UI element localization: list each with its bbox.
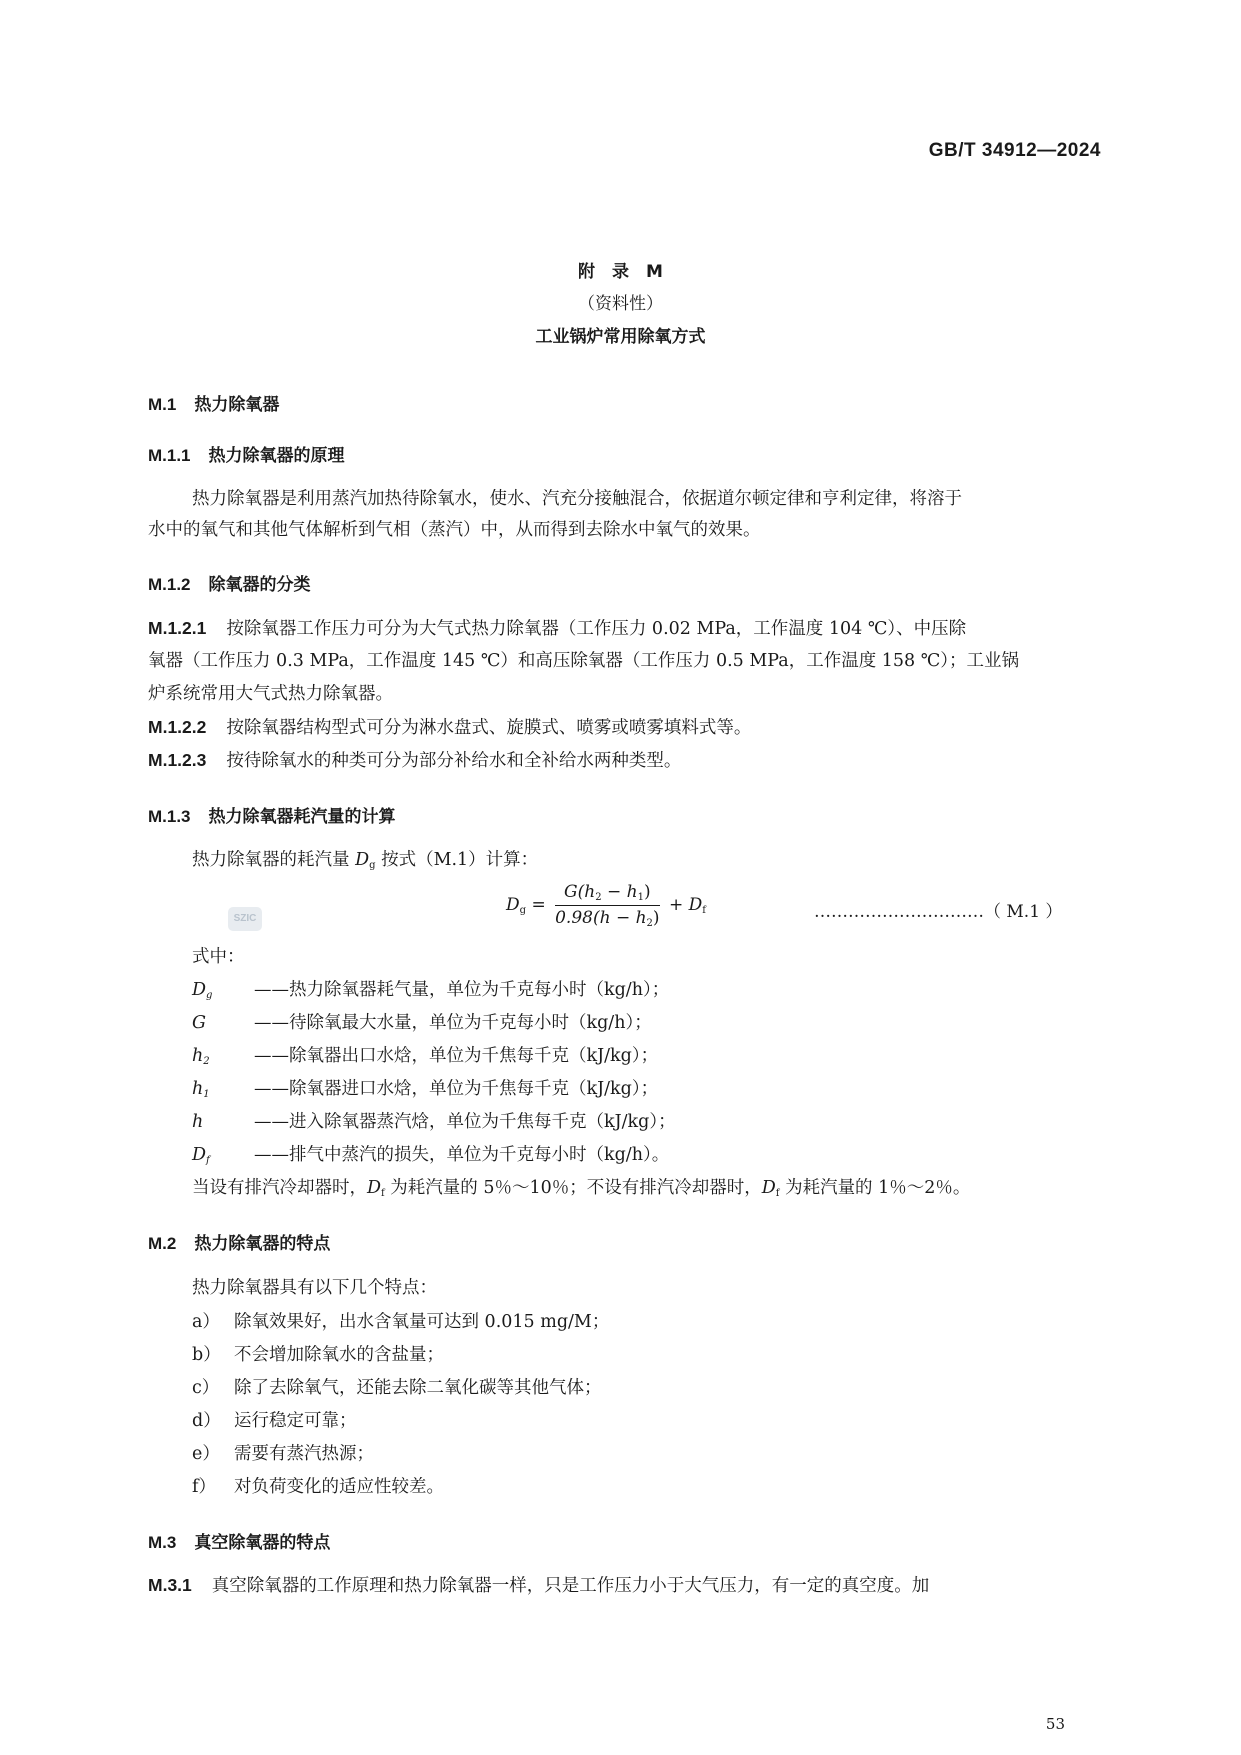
section-number: M.2 (148, 1234, 177, 1253)
paragraph-line: 水中的氧气和其他气体解析到气相（蒸汽）中，从而得到去除水中氧气的效果。 (148, 520, 761, 540)
formula-leader (814, 897, 1062, 922)
clause-number: M.1.2.1 (148, 618, 207, 638)
section-heading-m3 (148, 1528, 330, 1553)
formula-fraction (555, 882, 659, 929)
formula-note: 当设有排汽冷却器时，$D_f$ 为耗汽量的 5％～10％；不设有排汽冷却器时，$D_f$ 为耗汽量的 1％～2％。 (192, 1178, 971, 1199)
clause-text: 按除氧器结构型式可分为淋水盘式、旋膜式、喷雾或喷雾填料式等。 (226, 718, 752, 738)
list-intro: 热力除氧器具有以下几个特点： (192, 1278, 437, 1298)
paragraph-line: 炉系统常用大气式热力除氧器。 (148, 684, 393, 704)
section-heading-m1-1 (148, 441, 345, 466)
clause-m3-1 (148, 1569, 929, 1603)
variable-def: $h_2$ ——除氧器出口水焓，单位为千焦每千克（kJ/kg）； (192, 1046, 659, 1067)
list-item: a） 除氧效果好，出水含氧量可达到 0.015 mg/M； (192, 1312, 610, 1332)
standard-number: GB/T 34912—2024 (928, 140, 1101, 161)
clause-text: 按待除氧水的种类可分为部分补给水和全补给水两种类型。 (226, 751, 682, 771)
section-title: 除氧器的分类 (208, 575, 311, 595)
list-item: e） 需要有蒸汽热源； (192, 1444, 374, 1464)
formula-m1: $D_g$ = $\frac{G(h_2 - h_1)}{0.98(h - h_2)}$ + $D_f$ (506, 882, 706, 929)
section-title: 热力除氧器的特点 (194, 1234, 331, 1254)
formula-numerator: $G(h_2 - h_1)$ (555, 882, 659, 906)
page-number: 53 (1045, 1715, 1065, 1733)
section-heading-m1-2 (148, 570, 311, 595)
appendix-nature: （资料性） (578, 294, 663, 314)
section-number: M.3 (148, 1533, 177, 1552)
variable-def: $D_f$ ——排气中蒸汽的损失，单位为千克每小时（kg/h）。 (192, 1145, 670, 1166)
variable-def: G ——待除氧最大水量，单位为千克每小时（kg/h）； (192, 1013, 652, 1033)
section-number: M.1.2 (148, 575, 191, 594)
appendix-title: 工业锅炉常用除氧方式 (535, 327, 706, 347)
variable-def: $h_1$ ——除氧器进口水焓，单位为千焦每千克（kJ/kg）； (192, 1079, 659, 1100)
clause-number: M.3.1 (148, 1575, 192, 1595)
watermark-logo: SZIC (228, 907, 262, 931)
formula-tag: （ M.1 ） (984, 902, 1063, 922)
clause-text: 真空除氧器的工作原理和热力除氧器一样，只是工作压力小于大气压力，有一定的真空度。加 (211, 1576, 930, 1596)
clause-m1-2-3 (148, 744, 681, 778)
formula-intro: 热力除氧器的耗汽量 $D_g$ 按式（M.1）计算： (192, 850, 539, 871)
clause-number: M.1.2.3 (148, 750, 207, 770)
section-number: M.1.1 (148, 446, 191, 465)
section-heading-m1-3 (148, 802, 396, 827)
section-heading-m1 (148, 390, 279, 415)
list-item: b） 不会增加除氧水的含盐量； (192, 1345, 444, 1365)
list-item: f） 对负荷变化的适应性较差。 (192, 1477, 444, 1497)
list-item: d） 运行稳定可靠； (192, 1411, 357, 1431)
list-item: c） 除了去除氧气，还能去除二氧化碳等其他气体； (192, 1378, 602, 1398)
appendix-label: 附 录 M (578, 262, 663, 282)
clause-m1-2-1 (148, 612, 966, 646)
section-number: M.1 (148, 395, 177, 414)
section-title: 真空除氧器的特点 (194, 1533, 331, 1553)
paragraph-line: 氧器（工作压力 0.3 MPa，工作温度 145 ℃）和高压除氧器（工作压力 0.5 MPa，工作温度 158 ℃）；工业锅 (148, 651, 1020, 671)
section-title: 热力除氧器耗汽量的计算 (208, 807, 396, 827)
paragraph-line: 热力除氧器是利用蒸汽加热待除氧水，使水、汽充分接触混合，依据道尔顿定律和亨利定律，将溶于 (192, 489, 962, 509)
where-label: 式中： (192, 947, 245, 967)
formula-denominator: $0.98(h - h_2)$ (555, 908, 660, 929)
section-heading-m2 (148, 1229, 330, 1254)
section-number: M.1.3 (148, 807, 191, 826)
section-title: 热力除氧器 (194, 395, 280, 415)
clause-m1-2-2 (148, 711, 751, 745)
clause-text: 按除氧器工作压力可分为大气式热力除氧器（工作压力 0.02 MPa，工作温度 104 ℃）、中压除 (226, 619, 967, 639)
formula-lhs: D (506, 895, 520, 915)
section-title: 热力除氧器的原理 (208, 446, 345, 466)
formula-addend: + D (668, 895, 703, 915)
clause-number: M.1.2.2 (148, 717, 207, 737)
variable-def: $D_g$ ——热力除氧器耗气量，单位为千克每小时（kg/h）； (192, 980, 670, 1001)
variable-def: h ——进入除氧器蒸汽焓，单位为千焦每千克（kJ/kg）； (192, 1112, 676, 1132)
formula-dots: ………………………… (814, 902, 984, 922)
